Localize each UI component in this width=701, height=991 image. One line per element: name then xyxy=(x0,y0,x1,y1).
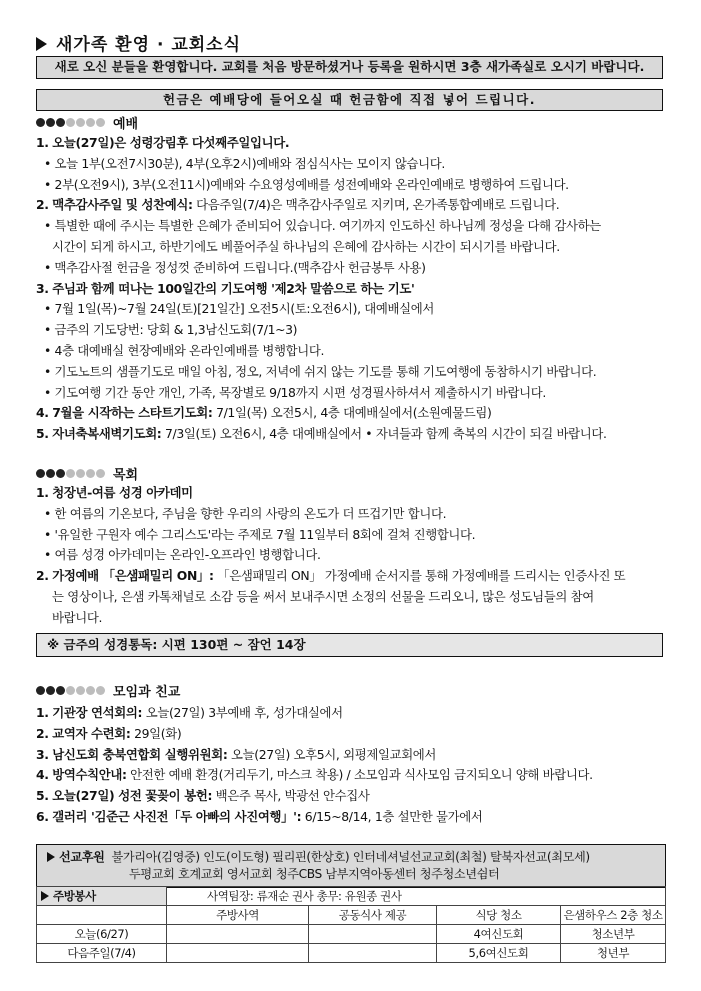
triangle-bullet-icon xyxy=(36,37,47,51)
list-item: 3. 남신도회 충북연합회 실행위원회: 오늘(27일) 오후5시, 외평제일교회에서 xyxy=(36,746,437,762)
welcome-banner: 새로 오신 분들을 환영합니다. 교회를 처음 방문하셨거나 등록을 원하시면 3층 새가족실로 오시기 바랍니다. xyxy=(36,56,663,79)
list-item: 6. 갤러리 '김준근 사진전「두 아빠의 사진여행」': 6/15~8/14, 1층 설만한 물가에서 xyxy=(36,808,483,824)
page-title: 새가족 환영 · 교회소식 xyxy=(36,30,241,55)
dots-icon xyxy=(36,686,105,695)
list-item: • 여름 성경 아카데미는 온라인-오프라인 병행합니다. xyxy=(44,547,321,563)
dot-mark xyxy=(46,686,55,695)
list-item: 4. 방역수칙안내: 안전한 예배 환경(거리두기, 마스크 착용) / 소모임과 식사모임 금지되오니 양해 바랍니다. xyxy=(36,767,593,783)
dot-mark xyxy=(96,686,105,695)
list-item: • 특별한 때에 주시는 특별한 은혜가 준비되어 있습니다. 여기까지 인도하신 하나님께 정성을 다해 감사하는 xyxy=(44,218,601,234)
list-item: • '유일한 구원자 예수 그리스도'라는 주제로 7월 11일부터 8회에 걸쳐 진행합니다. xyxy=(44,526,476,542)
table-row: 오늘(6/27) 4여신도회 청소년부 xyxy=(37,925,666,944)
list-item: • 기도여행 기간 동안 개인, 가족, 목장별로 9/18까지 시편 성경필사하셔서 제출하시기 바랍니다. xyxy=(44,384,546,400)
list-item: 3. 주님과 함께 떠나는 100일간의 기도여행 '제2차 말씀으로 하는 기도' xyxy=(36,280,415,296)
mission-support-box: 선교후원 불가리아(김영중) 인도(이도형) 필리핀(한상호) 인터네셔널선교교회(최철) 탈북자선교(최모세) 두평교회 호계교회 영서교회 청주CBS 남부지역아동센터 청주청소년쉼터 xyxy=(36,844,666,888)
dot-mark xyxy=(46,118,55,127)
list-item: 시간이 되게 하시고, 하반기에도 베풀어주실 하나님의 은혜에 감사하는 시간이 되시기를 바랍니다. xyxy=(52,238,560,254)
offering-banner: 헌금은 예배당에 들어오실 때 헌금함에 직접 넣어 드립니다. xyxy=(36,89,663,111)
dot-mark xyxy=(96,469,105,478)
kitchen-leaders: 사역팀장: 류재순 권사 총무: 유원종 권사 xyxy=(167,887,666,906)
list-item: • 금주의 기도당번: 당회 & 1,3남신도회(7/1~3) xyxy=(44,322,298,338)
list-item: • 오늘 1부(오전7시30분), 4부(오후2시)예배와 점심식사는 모이지 않습니다. xyxy=(44,155,445,171)
dot-mark xyxy=(46,469,55,478)
ministry-heading: 목회 xyxy=(36,464,138,483)
list-item: 2. 교역자 수련회: 29일(화) xyxy=(36,725,182,741)
dot-mark xyxy=(66,469,75,478)
ministry-list xyxy=(36,483,668,629)
dots-icon xyxy=(36,469,105,478)
list-item: 1. 오늘(27일)은 성령강림후 다섯째주일입니다. xyxy=(36,135,290,150)
dot-mark xyxy=(56,469,65,478)
dot-mark xyxy=(66,686,75,695)
dot-mark xyxy=(56,118,65,127)
dot-mark xyxy=(76,686,85,695)
list-item: 바랍니다. xyxy=(52,609,103,625)
list-item: 5. 자녀축복새벽기도회: 7/3일(토) 오전6시, 4층 대예배실에서 • 자녀들과 함께 축복의 시간이 되길 바랍니다. xyxy=(36,426,607,442)
dot-mark xyxy=(56,686,65,695)
dot-mark xyxy=(66,118,75,127)
worship-list xyxy=(36,133,668,445)
triangle-bullet-icon xyxy=(41,891,49,901)
dot-mark xyxy=(36,469,45,478)
list-item: • 4층 대예배실 현장예배와 온라인예배를 병행합니다. xyxy=(44,342,325,358)
triangle-bullet-icon xyxy=(47,852,55,862)
dot-mark xyxy=(36,118,45,127)
list-item: • 2부(오전9시), 3부(오전11시)예배와 수요영성예배를 성전예배와 온라인예배로 병행하여 드립니다. xyxy=(44,176,569,192)
dot-mark xyxy=(86,686,95,695)
list-item: 2. 가정예배 「은샘패밀리 ON」: 「은샘패밀리 ON」 가정예배 순서지를 통해 가정예배를 드리시는 인증사진 또 xyxy=(36,568,626,584)
dots-icon xyxy=(36,118,105,127)
dot-mark xyxy=(96,118,105,127)
dot-mark xyxy=(76,469,85,478)
meetings-list xyxy=(36,703,668,828)
list-item: 4. 7월을 시작하는 스타트기도회: 7/1일(목) 오전5시, 4층 대예배실에서(소원예물드림) xyxy=(36,405,492,421)
list-item: • 한 여름의 기온보다, 주님을 향한 우리의 사랑의 온도가 더 뜨겁기만 합니다. xyxy=(44,505,447,521)
bible-reading-notice: ※ 금주의 성경통독: 시편 130편 ~ 잠언 14장 xyxy=(36,633,663,657)
list-item: • 7월 1일(목)~7월 24일(토)[21일간] 오전5시(토:오전6시), 대예배실에서 xyxy=(44,301,435,317)
kitchen-service-table: 주방봉사 사역팀장: 류재순 권사 총무: 유원종 권사 주방사역 공동식사 제공 식당 청소 은샘하우스 2층 청소 오늘(6/27) 4여신도회 청소년부 다음주일(7/4) 5,6여신도회 청년부 xyxy=(36,886,666,963)
dot-mark xyxy=(76,118,85,127)
list-item: 5. 오늘(27일) 성전 꽃꽂이 봉헌: 백은주 목사, 박광선 안수집사 xyxy=(36,788,370,804)
table-row: 다음주일(7/4) 5,6여신도회 청년부 xyxy=(37,944,666,963)
list-item: • 기도노트의 샘플기도로 매일 아침, 정오, 저녁에 쉬지 않는 기도를 통해 기도여행에 동참하시기 바랍니다. xyxy=(44,363,597,379)
list-item: 1. 기관장 연석회의: 오늘(27일) 3부예배 후, 성가대실에서 xyxy=(36,705,343,720)
list-item: 는 영상이나, 은샘 카톡채널로 소감 등을 써서 보내주시면 소정의 선물을 드리오니, 많은 성도님들의 참여 xyxy=(52,588,594,604)
dot-mark xyxy=(86,118,95,127)
list-item: 2. 맥추감사주일 및 성찬예식: 다음주일(7/4)은 맥추감사주일로 지키며, 온가족통합예배로 드립니다. xyxy=(36,197,560,213)
meetings-heading: 모임과 친교 xyxy=(36,681,180,700)
list-item: 1. 청장년-여름 성경 아카데미 xyxy=(36,485,193,500)
dot-mark xyxy=(86,469,95,478)
worship-heading: 예배 xyxy=(36,113,138,132)
table-header-row: 주방사역 공동식사 제공 식당 청소 은샘하우스 2층 청소 xyxy=(37,906,666,925)
list-item: • 맥추감사절 헌금을 정성껏 준비하여 드립니다.(맥추감사 헌금봉투 사용) xyxy=(44,259,426,275)
dot-mark xyxy=(36,686,45,695)
